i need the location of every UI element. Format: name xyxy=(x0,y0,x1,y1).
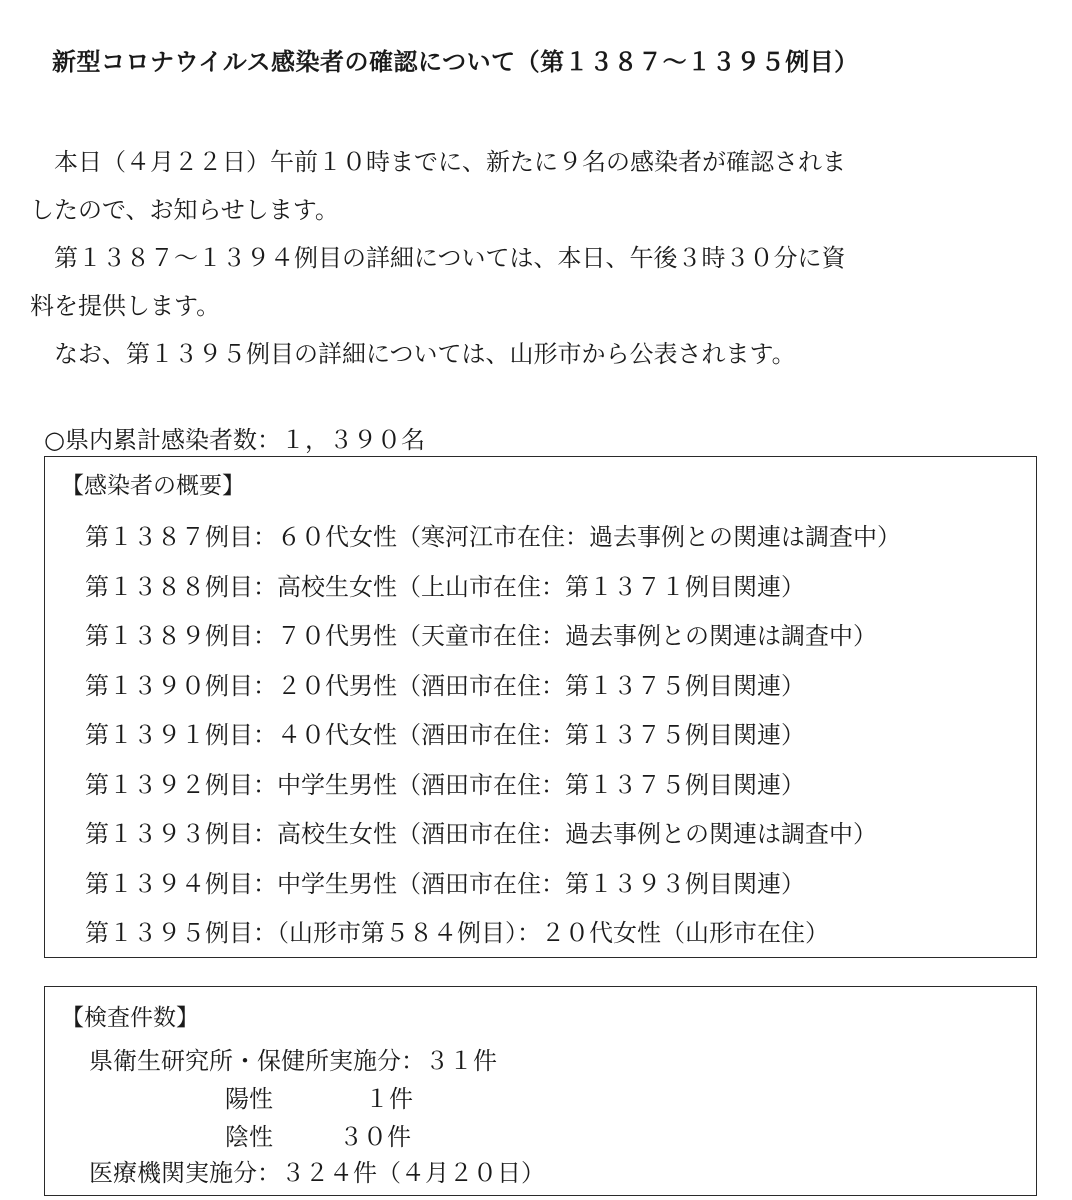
announcement-line: 本日（４月２２日）午前１０時までに、新たに９名の感染者が確認されま xyxy=(30,148,846,176)
case-item: 第１３９１例目：４０代女性（酒田市在住：第１３７５例目関連） xyxy=(85,721,805,749)
document-title: 新型コロナウイルス感染者の確認について（第１３８７～１３９５例目） xyxy=(52,48,859,76)
case-item: 第１３９３例目：高校生女性（酒田市在住：過去事例との関連は調査中） xyxy=(85,820,877,848)
case-item: 第１３９４例目：中学生男性（酒田市在住：第１３９３例目関連） xyxy=(85,869,805,898)
case-item: 第１３８９例目：７０代男性（天童市在住：過去事例との関連は調査中） xyxy=(85,622,877,650)
prefectural-test-count: 県衛生研究所・保健所実施分：３１件 xyxy=(89,1047,497,1075)
announcement-body xyxy=(30,138,846,378)
announcement-line: 第１３８７～１３９４例目の詳細については、本日、午後３時３０分に資 xyxy=(30,244,846,272)
test-count-heading: 【検査件数】 xyxy=(61,1005,199,1031)
medical-test-count: 医療機関実施分：３２４件（４月２０日） xyxy=(89,1159,545,1187)
case-item: 第１３９５例目：（山形市第５８４例目）：２０代女性（山形市在住） xyxy=(85,919,829,947)
case-summary-heading: 【感染者の概要】 xyxy=(61,473,245,499)
positive-count: １件 xyxy=(365,1085,413,1113)
case-item: 第１３８７例目：６０代女性（寒河江市在住：過去事例との関連は調査中） xyxy=(85,523,901,551)
case-item: 第１３９０例目：２０代男性（酒田市在住：第１３７５例目関連） xyxy=(85,671,805,700)
case-summary-box xyxy=(44,456,1037,958)
negative-count: ３０件 xyxy=(339,1123,411,1151)
cumulative-count: ○県内累計感染者数：１，３９０名 xyxy=(44,426,425,454)
positive-label: 陽性 xyxy=(225,1085,273,1113)
test-count-box xyxy=(44,986,1037,1196)
announcement-line: 料を提供します。 xyxy=(30,292,221,320)
case-item: 第１３８８例目：高校生女性（上山市在住：第１３７１例目関連） xyxy=(85,572,805,601)
case-list xyxy=(85,513,901,959)
announcement-line: なお、第１３９５例目の詳細については、山形市から公表されます。 xyxy=(30,340,796,368)
announcement-line: したので、お知らせします。 xyxy=(30,196,339,224)
case-item: 第１３９２例目：中学生男性（酒田市在住：第１３７５例目関連） xyxy=(85,770,805,799)
negative-label: 陰性 xyxy=(225,1123,273,1151)
